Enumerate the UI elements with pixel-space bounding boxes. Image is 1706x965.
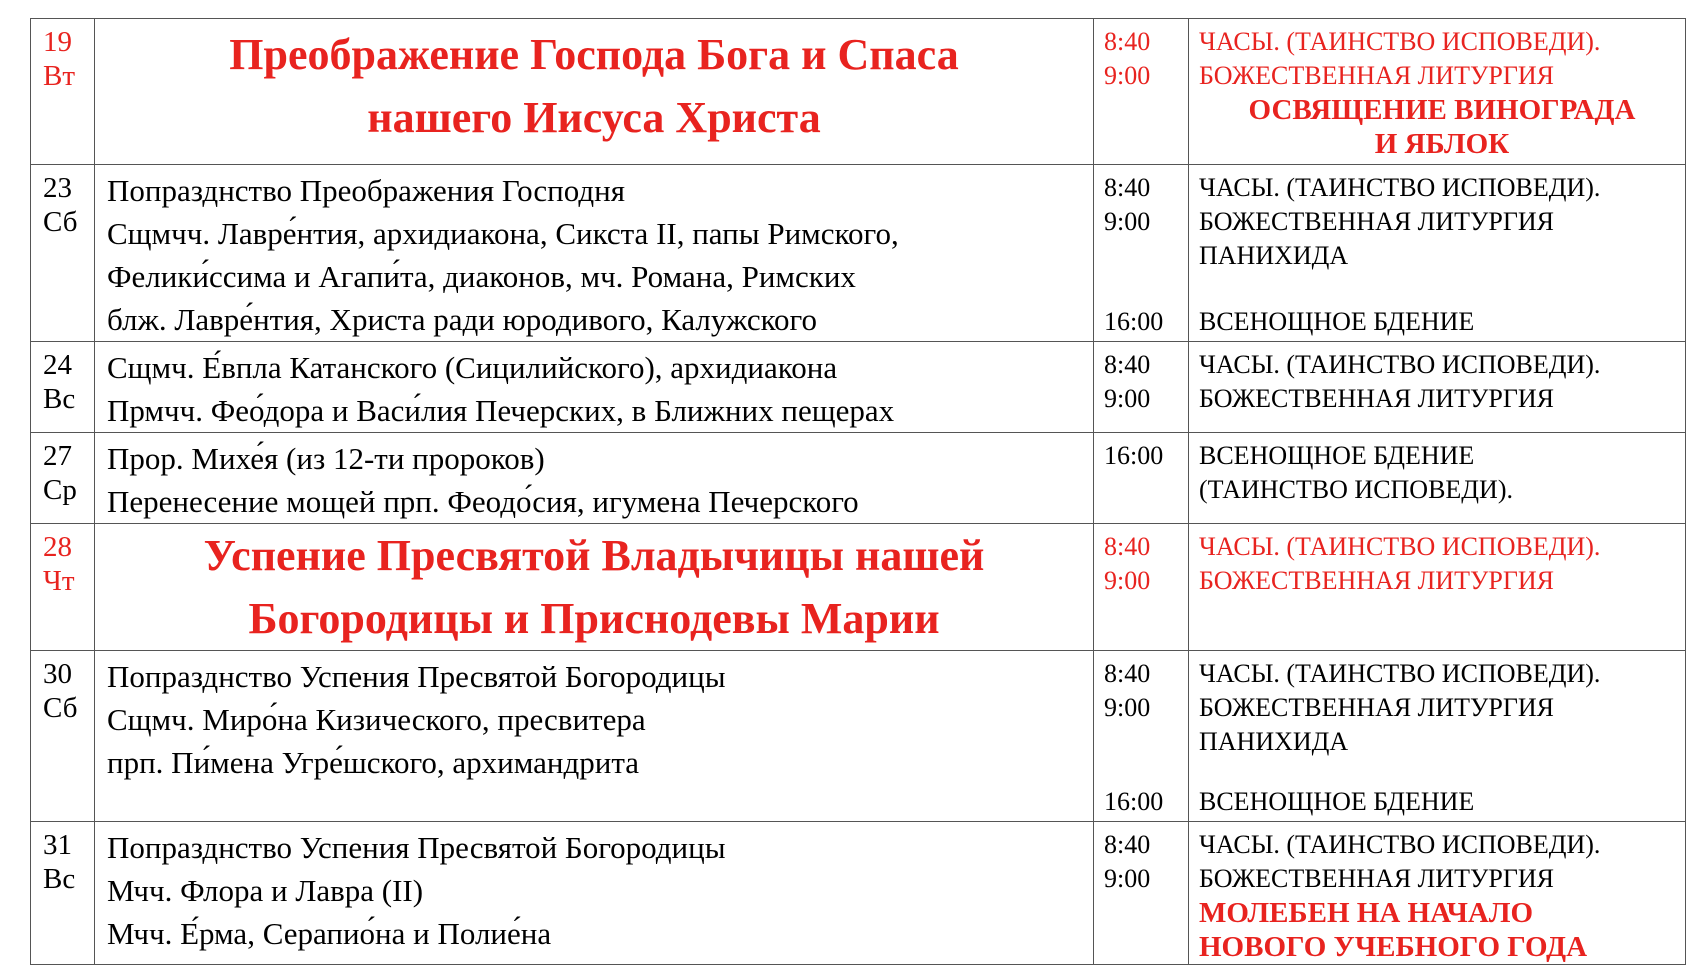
service-name: БОЖЕСТВЕННАЯ ЛИТУРГИЯ	[1199, 207, 1554, 236]
schedule-row	[31, 19, 1686, 165]
saint-line: блж. Лавре́нтия, Христа ради юродивого, Калужского	[107, 302, 818, 337]
feast-title-line: Богородицы и Приснодевы Марии	[248, 594, 940, 643]
feast-title-line: Преображение Господа Бога и Спаса	[229, 30, 959, 79]
saint-line: Попразднство Преображения Господня	[107, 173, 625, 208]
times-cell	[1094, 524, 1189, 651]
times-cell	[1094, 342, 1189, 433]
service-name: ЧАСЫ. (ТАИНСТВО ИСПОВЕДИ).	[1199, 830, 1601, 859]
service-time: 8:40	[1104, 532, 1151, 561]
saint-line: Перенесение мощей прп. Феодо́сия, игумена Печерского	[107, 484, 859, 519]
service-name: ЧАСЫ. (ТАИНСТВО ИСПОВЕДИ).	[1199, 659, 1601, 688]
saint-line: Мчч. Е́рма, Серапио́на и Полие́на	[107, 916, 552, 951]
service-time: 9:00	[1104, 693, 1151, 722]
schedule-row	[31, 433, 1686, 524]
feast-title-line: нашего Иисуса Христа	[367, 93, 821, 142]
service-time: 9:00	[1104, 384, 1151, 413]
service-time: 9:00	[1104, 207, 1151, 236]
service-time: 8:40	[1104, 830, 1151, 859]
saints-cell	[95, 822, 1094, 965]
saint-line: Попразднство Успения Пресвятой Богородицы	[107, 659, 726, 694]
service-time: 8:40	[1104, 659, 1151, 688]
service-time: 8:40	[1104, 350, 1151, 379]
weekday: Сб	[43, 206, 78, 238]
service-name: БОЖЕСТВЕННАЯ ЛИТУРГИЯ	[1199, 566, 1554, 595]
saint-line: Сщмчч. Лавре́нтия, архидиакона, Сикста II, папы Римского,	[107, 216, 899, 251]
day-cell	[31, 342, 95, 433]
service-time: 9:00	[1104, 864, 1151, 893]
special-service-line: ОСВЯЩЕНИЕ ВИНОГРАДА	[1248, 94, 1636, 126]
weekday: Сб	[43, 692, 78, 724]
special-service	[1199, 93, 1685, 161]
schedule-row	[31, 342, 1686, 433]
service-name: ПАНИХИДА	[1199, 727, 1349, 756]
service-time: 9:00	[1104, 61, 1151, 90]
day-cell	[31, 524, 95, 651]
schedule-row	[31, 651, 1686, 822]
saints-cell	[95, 651, 1094, 822]
date-number: 23	[43, 172, 72, 204]
services-cell	[1189, 19, 1686, 165]
service-name: ВСЕНОЩНОЕ БДЕНИЕ	[1199, 441, 1475, 470]
services-cell	[1189, 433, 1686, 524]
evening-service: ВСЕНОЩНОЕ БДЕНИЕ	[1199, 787, 1475, 816]
schedule-row	[31, 524, 1686, 651]
date-number: 27	[43, 440, 72, 472]
service-name: БОЖЕСТВЕННАЯ ЛИТУРГИЯ	[1199, 693, 1554, 722]
services-cell	[1189, 165, 1686, 342]
weekday: Чт	[43, 565, 75, 597]
times-cell	[1094, 433, 1189, 524]
saint-line: Прор. Михе́я (из 12-ти пророков)	[107, 441, 545, 476]
schedule-row	[31, 165, 1686, 342]
special-service	[1199, 896, 1685, 964]
date-number: 28	[43, 531, 72, 563]
weekday: Вт	[43, 60, 76, 92]
weekday: Вс	[43, 863, 76, 895]
weekday: Вс	[43, 383, 76, 415]
schedule-row	[31, 822, 1686, 965]
saint-line: Сщмч. Миро́на Кизического, пресвитера	[107, 702, 646, 737]
times-cell	[1094, 19, 1189, 165]
evening-time: 16:00	[1104, 787, 1164, 816]
saints-cell	[95, 342, 1094, 433]
date-number: 24	[43, 349, 72, 381]
services-cell	[1189, 822, 1686, 965]
saint-line: Попразднство Успения Пресвятой Богородицы	[107, 830, 726, 865]
times-cell	[1094, 651, 1189, 822]
service-name: (ТАИНСТВО ИСПОВЕДИ).	[1199, 475, 1513, 504]
day-cell	[31, 19, 95, 165]
saint-line: Сщмч. Е́впла Катанского (Сицилийского), архидиакона	[107, 350, 838, 385]
services-cell	[1189, 342, 1686, 433]
service-time: 16:00	[1104, 441, 1164, 470]
saint-line: Мчч. Флора и Лавра (II)	[107, 873, 424, 908]
saints-cell	[95, 433, 1094, 524]
feast-cell	[95, 19, 1094, 165]
evening-service: ВСЕНОЩНОЕ БДЕНИЕ	[1199, 307, 1475, 336]
service-name: ЧАСЫ. (ТАИНСТВО ИСПОВЕДИ).	[1199, 350, 1601, 379]
special-service-line: И ЯБЛОК	[1374, 128, 1510, 160]
saint-line: Прмчч. Фео́дора и Васи́лия Печерских, в Ближних пещерах	[107, 393, 895, 428]
service-time: 8:40	[1104, 27, 1151, 56]
service-name: БОЖЕСТВЕННАЯ ЛИТУРГИЯ	[1199, 384, 1554, 413]
service-name: ЧАСЫ. (ТАИНСТВО ИСПОВЕДИ).	[1199, 532, 1601, 561]
service-name: БОЖЕСТВЕННАЯ ЛИТУРГИЯ	[1199, 864, 1554, 893]
service-time: 8:40	[1104, 173, 1151, 202]
times-cell	[1094, 165, 1189, 342]
day-cell	[31, 433, 95, 524]
date-number: 30	[43, 658, 72, 690]
services-cell	[1189, 524, 1686, 651]
saint-line: Фелики́ссима и Агапи́та, диаконов, мч. Романа, Римских	[107, 259, 856, 294]
evening-time: 16:00	[1104, 307, 1164, 336]
date-number: 31	[43, 829, 72, 861]
service-schedule-table	[30, 18, 1686, 965]
saint-line: прп. Пи́мена Угре́шского, архимандрита	[107, 745, 640, 780]
day-cell	[31, 822, 95, 965]
service-name: БОЖЕСТВЕННАЯ ЛИТУРГИЯ	[1199, 61, 1554, 90]
feast-cell	[95, 524, 1094, 651]
times-cell	[1094, 822, 1189, 965]
special-service-line: МОЛЕБЕН НА НАЧАЛО	[1199, 897, 1533, 929]
service-time: 9:00	[1104, 566, 1151, 595]
day-cell	[31, 651, 95, 822]
date-number: 19	[43, 26, 72, 58]
feast-title-line: Успение Пресвятой Владычицы нашей	[203, 531, 985, 580]
saints-cell	[95, 165, 1094, 342]
special-service-line: НОВОГО УЧЕБНОГО ГОДА	[1199, 931, 1588, 963]
service-name: ЧАСЫ. (ТАИНСТВО ИСПОВЕДИ).	[1199, 27, 1601, 56]
service-name: ЧАСЫ. (ТАИНСТВО ИСПОВЕДИ).	[1199, 173, 1601, 202]
services-cell	[1189, 651, 1686, 822]
weekday: Ср	[43, 474, 77, 506]
day-cell	[31, 165, 95, 342]
service-name: ПАНИХИДА	[1199, 241, 1349, 270]
